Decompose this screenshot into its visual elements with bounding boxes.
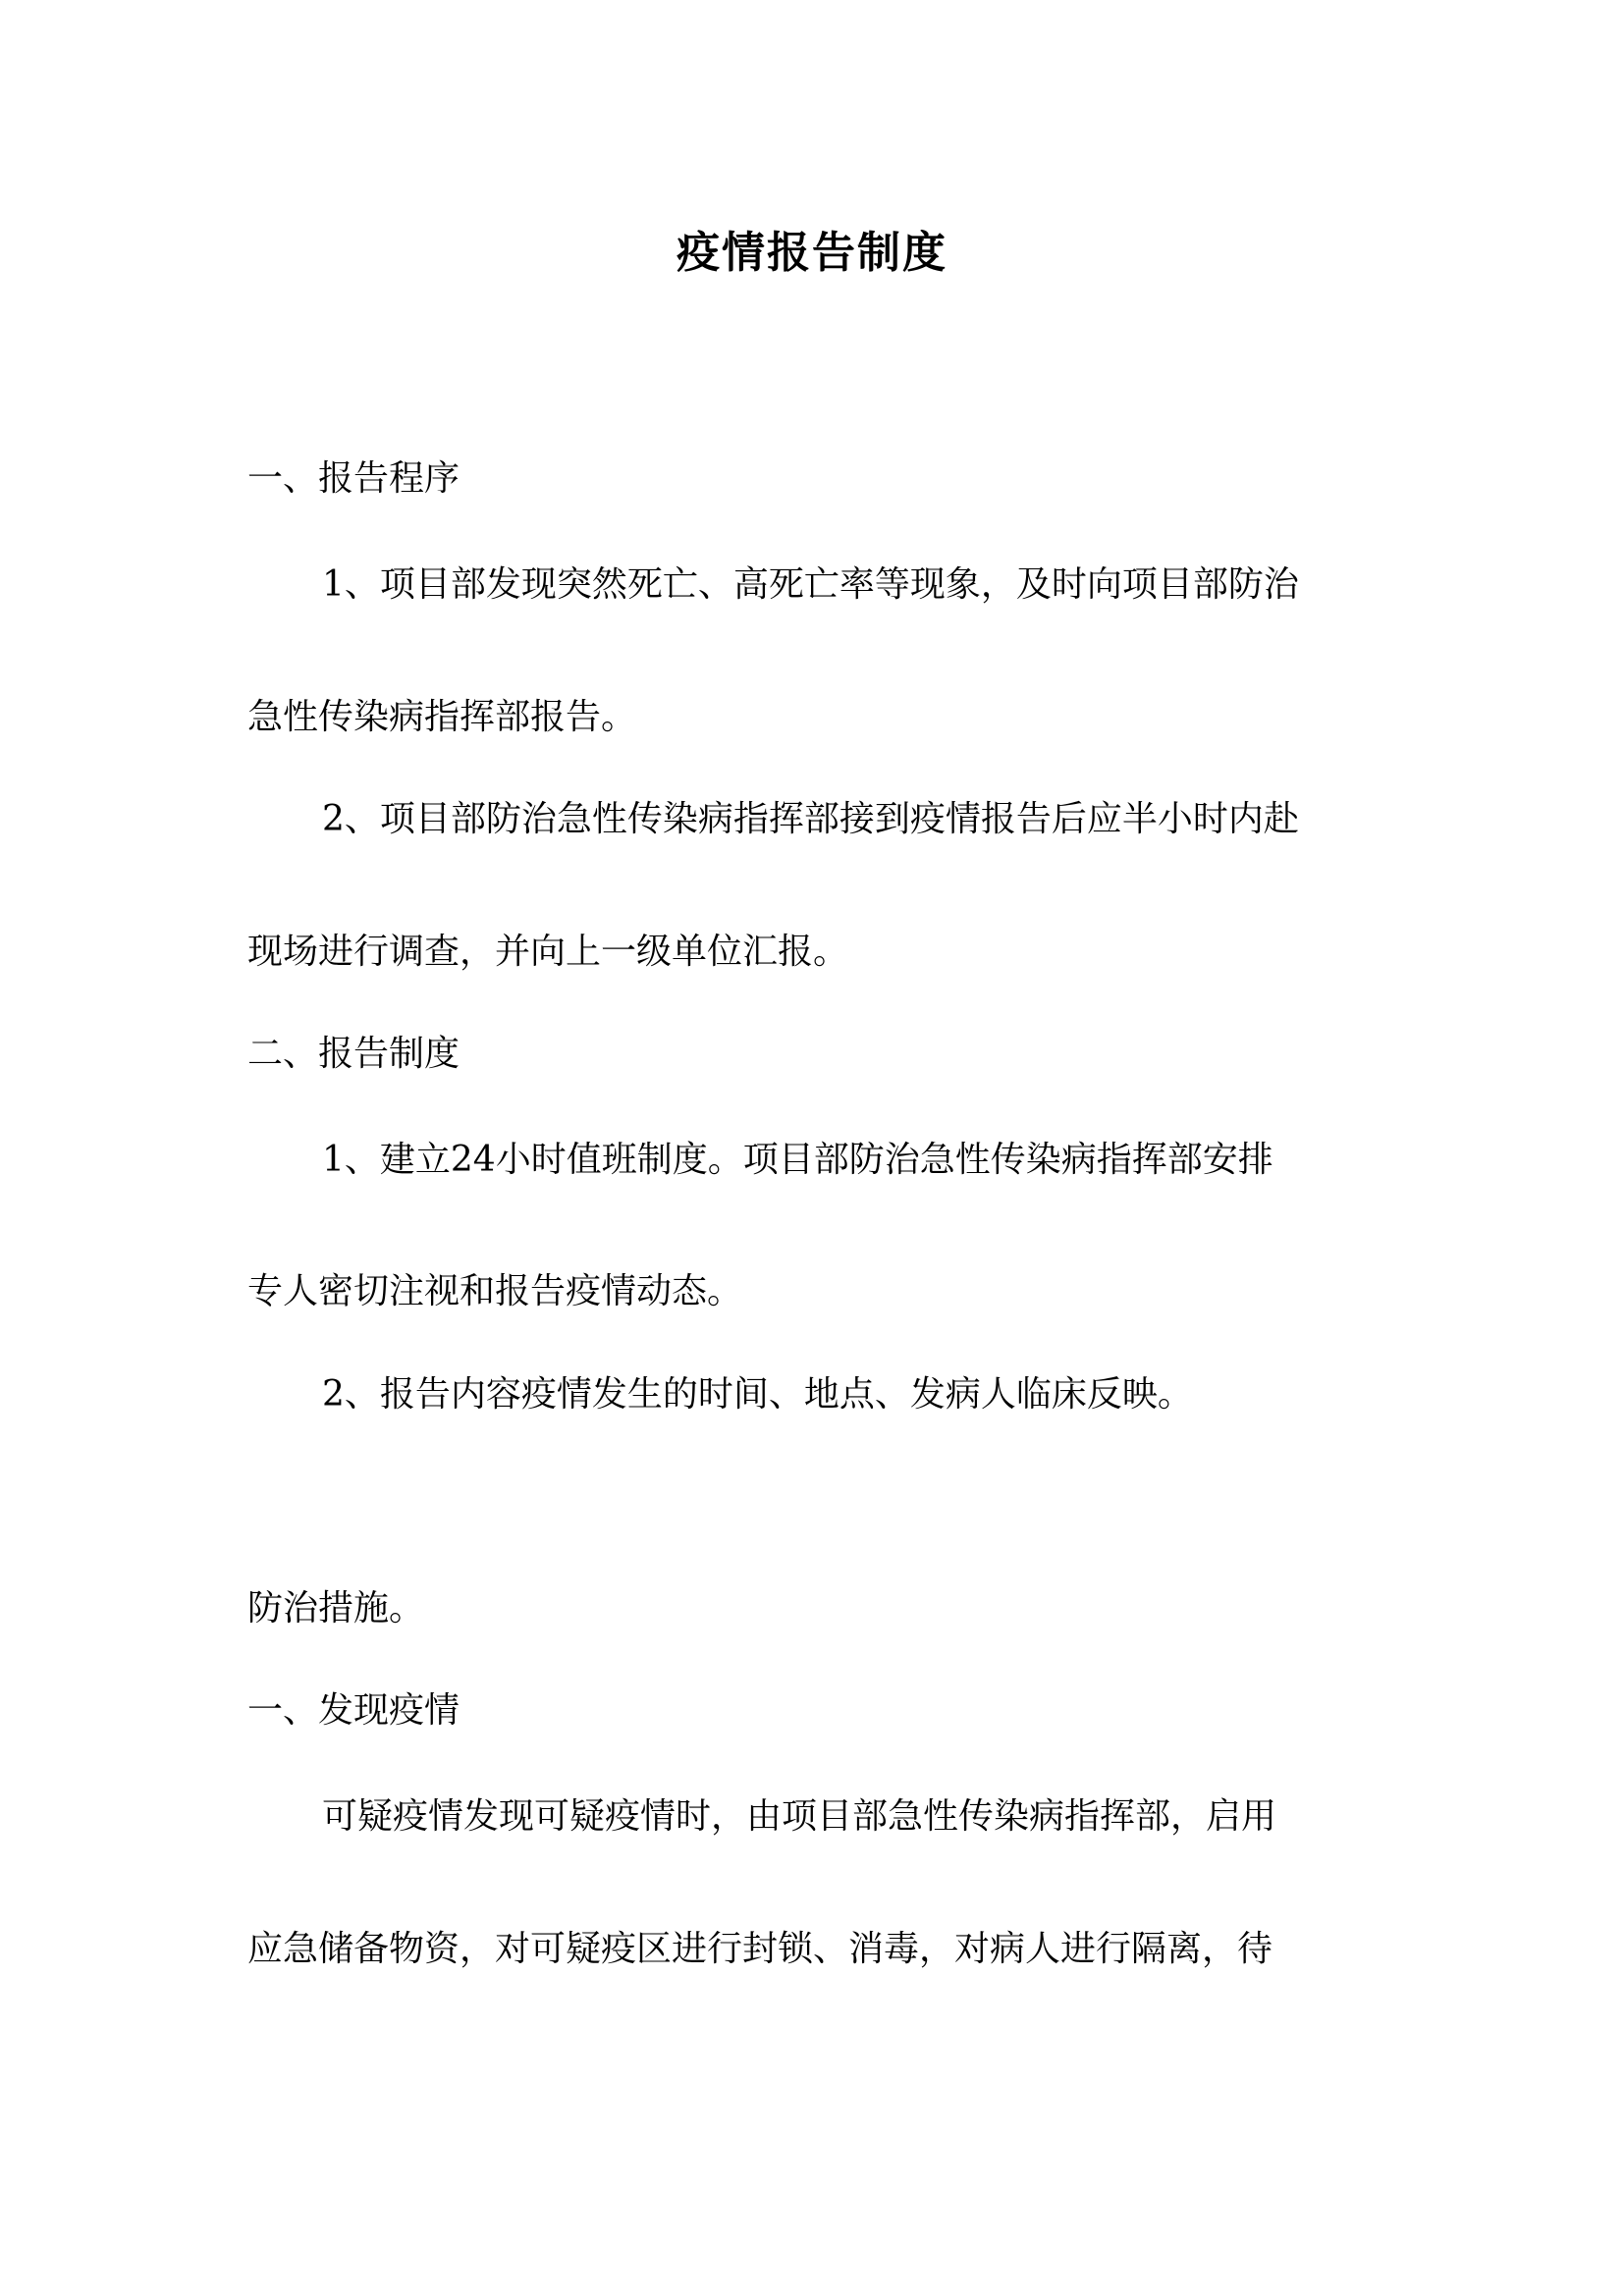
paragraph-line: 1、项目部发现突然死亡、高死亡率等现象，及时向项目部防治 bbox=[322, 564, 1299, 605]
section-heading-report-procedure: 一、报告程序 bbox=[247, 458, 460, 499]
section-heading-discover-epidemic: 一、发现疫情 bbox=[247, 1690, 460, 1731]
paragraph-line: 专人密切注视和报告疫情动态。 bbox=[247, 1271, 743, 1311]
paragraph-line: 2、报告内容疫情发生的时间、地点、发病人临床反映。 bbox=[322, 1374, 1193, 1415]
paragraph-line: 应急储备物资，对可疑疫区进行封锁、消毒，对病人进行隔离，待 bbox=[247, 1929, 1273, 1969]
paragraph-line: 2、项目部防治急性传染病指挥部接到疫情报告后应半小时内赴 bbox=[322, 799, 1299, 839]
paragraph-line: 急性传染病指挥部报告。 bbox=[247, 697, 637, 737]
paragraph-line: 可疑疫情发现可疑疫情时，由项目部急性传染病指挥部，启用 bbox=[322, 1796, 1277, 1837]
section-heading-report-system: 二、报告制度 bbox=[247, 1034, 460, 1074]
paragraph-line: 1、建立24小时值班制度。项目部防治急性传染病指挥部安排 bbox=[322, 1140, 1273, 1180]
document-title: 疫情报告制度 bbox=[677, 228, 947, 278]
paragraph-line: 现场进行调查，并向上一级单位汇报。 bbox=[247, 932, 849, 972]
section-heading-prevention-measures: 防治措施。 bbox=[247, 1588, 425, 1629]
